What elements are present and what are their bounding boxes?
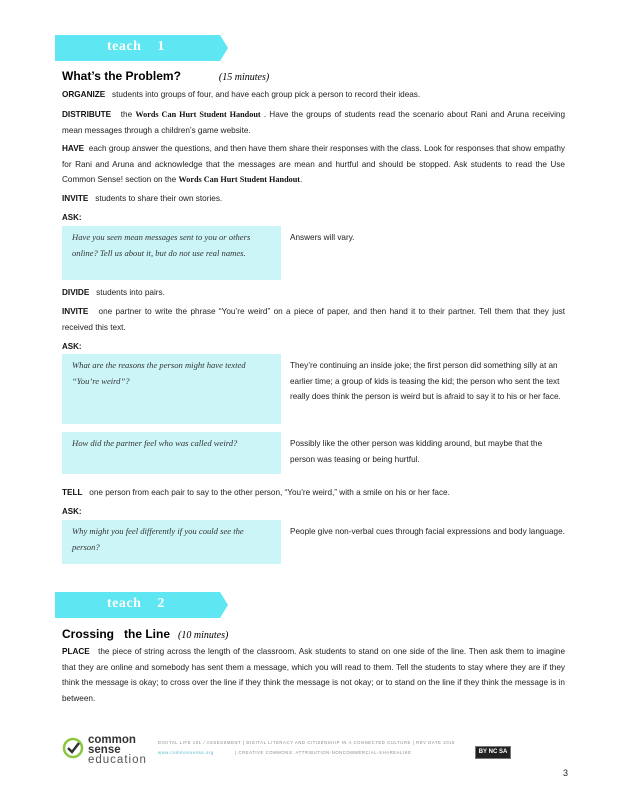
invite-2-keyword: INVITE xyxy=(62,307,89,316)
place-text: the piece of string across the length of the classroom. Ask students to stand on one side of the line. Then ask them to imagine that they are online and somebody has sent them a message, which you will read to them. Tell the students to stay where they are if they think the message is okay; to cross over the line if they think the message is not okay; or to stand on the line if they think the message is in between. xyxy=(62,647,565,703)
have-keyword: HAVE xyxy=(62,144,85,153)
footer-license: | CREATIVE COMMONS: ATTRIBUTION-NONCOMMERCIAL-SHAREALIKE xyxy=(235,750,412,755)
answer-2: They’re continuing an inside joke; the first person did something silly at an earlier time; a group of kids is teasing the kid; the person who sent the text really does think the person is weird but is afraid to say it to his or her face. xyxy=(290,361,561,401)
have-paragraph xyxy=(62,141,565,188)
distribute-keyword: DISTRIBUTE xyxy=(62,110,112,119)
question-box-2: What are the reasons the person might have texted “You’re weird”? xyxy=(62,354,281,424)
invite-2-paragraph xyxy=(62,304,565,335)
question-box-3: How did the partner feel who was called weird? xyxy=(62,432,281,474)
logo-text-2: sense xyxy=(88,744,121,756)
organize-paragraph xyxy=(62,87,565,103)
invite-2-text: one partner to write the phrase “You’re weird” on a piece of paper, and then hand it to their partner. Tell them that they just received this text. xyxy=(62,307,565,332)
distribute-paragraph xyxy=(62,107,565,138)
creative-commons-badge: BY NC SA xyxy=(475,746,511,759)
have-text-1: each group answer the questions, and then have them share their responses with the class. Look for responses that show empathy for Rani and Aruna and acknowledge that the messages are mean and hurtful and should be stopped. Ask students to read the Use Common Sense! section on the xyxy=(62,144,565,184)
footer-line-1: DIGITAL LIFE 101 / ASSESSMENT | DIGITAL LITERACY AND CITIZENSHIP IN A CONNECTED CULTURE | REV DATE 2015 xyxy=(158,740,455,745)
logo-text-3: education xyxy=(88,754,147,766)
have-handout-title: Words Can Hurt Student Handout xyxy=(178,175,300,184)
ask-label-1: ASK: xyxy=(62,213,82,222)
section-1-heading xyxy=(62,69,269,83)
logo-text-1: common xyxy=(88,734,136,746)
tell-keyword: TELL xyxy=(62,488,83,497)
teach-2-label: teach 2 xyxy=(107,596,165,611)
place-paragraph xyxy=(62,644,565,706)
have-text-2: . xyxy=(300,175,303,184)
common-sense-logo xyxy=(62,735,152,769)
divide-text: students into pairs. xyxy=(96,288,165,297)
section-2-minutes: (10 minutes) xyxy=(178,630,229,641)
ask-label-2: ASK: xyxy=(62,342,82,351)
logo-check-icon xyxy=(62,737,86,761)
tell-text: one person from each pair to say to the other person, “You’re weird,” with a smile on his or her face. xyxy=(89,488,450,497)
organize-text: students into groups of four, and have each group pick a person to record their ideas. xyxy=(112,90,421,99)
footer-line-2 xyxy=(158,750,412,755)
section-2-title: Crossing the Line xyxy=(62,627,171,641)
invite-text: students to share their own stories. xyxy=(95,194,223,203)
answer-1: Answers will vary. xyxy=(290,233,355,242)
teach-2-banner xyxy=(55,592,228,618)
ask-label-3: ASK: xyxy=(62,507,82,516)
answer-3: Possibly like the other person was kidding around, but maybe that the person was teasing or being hurtful. xyxy=(290,439,543,464)
teach-1-banner xyxy=(55,35,228,61)
teach-1-label: teach 1 xyxy=(107,39,165,54)
distribute-handout-title: Words Can Hurt Student Handout xyxy=(135,110,261,119)
section-2-heading xyxy=(62,627,228,641)
place-keyword: PLACE xyxy=(62,647,90,656)
question-box-4: Why might you feel differently if you could see the person? xyxy=(62,520,281,564)
divide-keyword: DIVIDE xyxy=(62,288,90,297)
divide-paragraph xyxy=(62,285,565,301)
page-number: 3 xyxy=(563,768,569,778)
invite-paragraph xyxy=(62,191,565,207)
tell-paragraph xyxy=(62,485,565,501)
distribute-text-2: . Have the groups of students read the scenario about Rani and Aruna receiving mean messages through a children’s game website. xyxy=(62,110,565,135)
answer-4: People give non-verbal cues through facial expressions and body language. xyxy=(290,527,565,536)
invite-keyword: INVITE xyxy=(62,194,89,203)
organize-keyword: ORGANIZE xyxy=(62,90,106,99)
section-1-title: What’s the Problem? xyxy=(62,69,181,83)
question-box-1: Have you seen mean messages sent to you or others online? Tell us about it, but do not use real names. xyxy=(62,226,281,280)
distribute-text-1: the xyxy=(120,110,133,119)
section-1-minutes: (15 minutes) xyxy=(218,72,270,83)
footer-url[interactable]: www.commonsense.org xyxy=(158,750,214,755)
